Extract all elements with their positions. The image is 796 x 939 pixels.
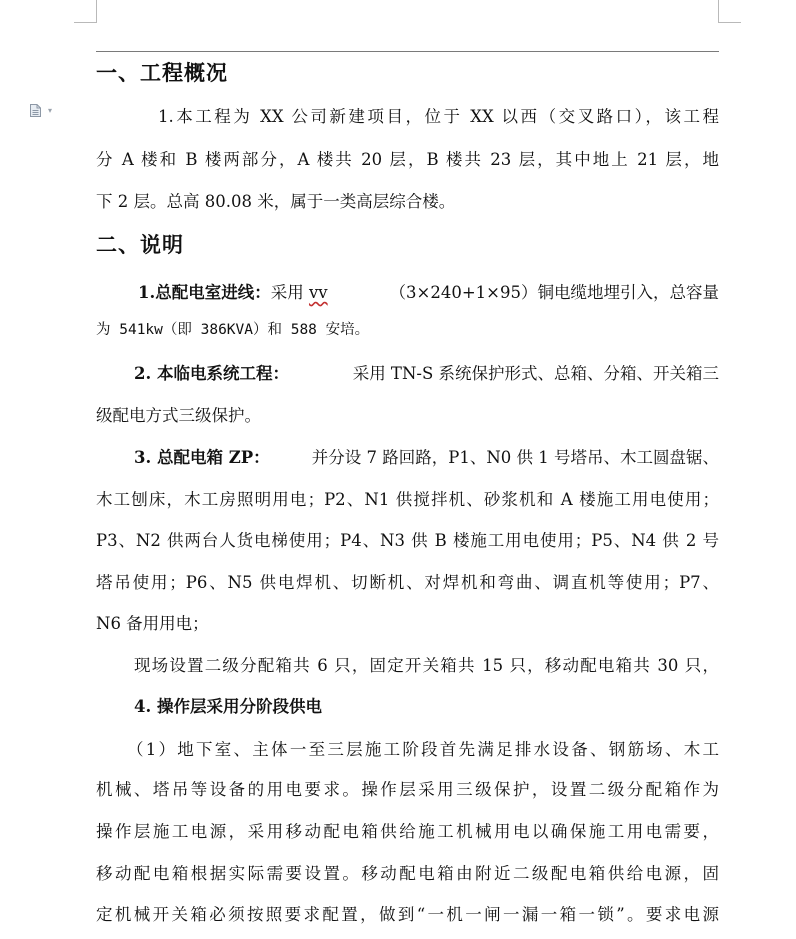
item-1-line	[96, 279, 719, 303]
page-corner-mark-left	[74, 0, 97, 23]
distribution-box-line: 现场设置二级分配箱共 6 只，固定开关箱共 15 只，移动配电箱共 30 只，	[134, 656, 719, 675]
paragraph-line: 分 A 楼和 B 楼两部分，A 楼共 20 层，B 楼共 23 层，其中地上 21 层，地	[96, 150, 719, 169]
paragraph-line: 机械、塔吊等设备的用电要求。操作层采用三级保护，设置二级分配箱作为	[96, 780, 719, 799]
item-3-line2: 木工刨床，木工房照明用电；P2、N1 供搅拌机、砂浆机和 A 楼施工用电使用；	[96, 490, 719, 509]
item-3-line4: 塔吊使用；P6、N5 供电焊机、切断机、对焊机和弯曲、调直机等使用；P7、	[96, 573, 719, 592]
section-heading-overview: 一、工程概况	[96, 60, 228, 85]
item-3-text: 并分设 7 路回路，P1、N0 供 1 号塔吊、木工圆盘锯、	[311, 448, 719, 467]
item-3-line3: P3、N2 供两台人货电梯使用；P4、N3 供 B 楼施工用电使用；P5、N4 供 2 号	[96, 531, 719, 550]
paragraph-line: 移动配电箱根据实际需要设置。移动配电箱由附近二级配电箱供给电源，固	[96, 864, 719, 883]
paragraph-line: 定机械开关箱必须按照要求配置，做到“一机一闸一漏一箱一锁”。要求电源	[96, 905, 719, 924]
item-2-label: 2. 本临电系统工程：	[134, 364, 289, 383]
paragraph-line: 1.本工程为 XX 公司新建项目，位于 XX 以西（交叉路口），该工程	[158, 107, 719, 126]
page-corner-mark-right	[718, 0, 741, 23]
section-heading-notes: 二、说明	[96, 232, 184, 257]
item-2-text: 采用 TN-S 系统保护形式、总箱、分箱、开关箱三	[352, 364, 719, 383]
item-2-line2: 级配电方式三级保护。	[96, 406, 261, 425]
item-2-line	[96, 360, 719, 384]
chevron-down-icon[interactable]: ▾	[48, 106, 53, 115]
header-rule	[96, 51, 719, 52]
item-3-line5: N6 备用用电；	[96, 614, 209, 633]
paragraph-line: 操作层施工电源，采用移动配电箱供给施工机械用电以确保施工用电需要，	[96, 822, 719, 841]
paragraph-line: （1）地下室、主体一至三层施工阶段首先满足排水设备、钢筋场、木工	[127, 740, 719, 759]
paragraph-line: 下 2 层。总高 80.08 米，属于一类高层综合楼。	[96, 192, 456, 211]
document-icon[interactable]	[30, 104, 41, 117]
item-3-label: 3. 总配电箱 ZP：	[134, 448, 270, 467]
item-3-line	[96, 444, 719, 468]
item-1-text: （3×240+1×95）铜电缆地埋引入，总容量	[389, 283, 719, 302]
item-1-label: 1.总配电室进线：	[138, 283, 271, 302]
item-1-text: 采用	[270, 283, 304, 302]
cable-type: vv	[308, 283, 328, 302]
item-1-line2: 为 541kw（即 386KVA）和 588 安培。	[96, 322, 370, 338]
item-4-label: 4. 操作层采用分阶段供电	[134, 697, 322, 716]
